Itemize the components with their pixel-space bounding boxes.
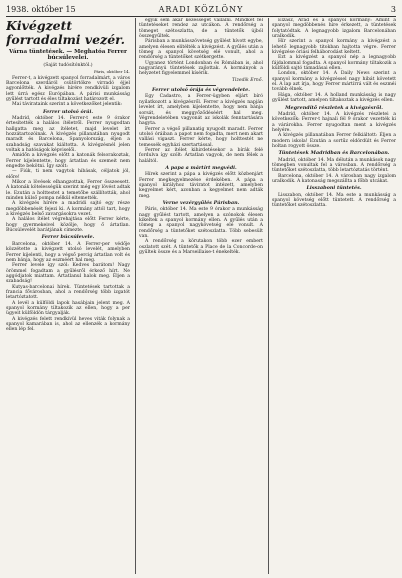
article-paragraph: A kivégzés hírére a madridi sajtó egy része megdöbbenését fejezi ki. A kormány attól tart, hogy a kivégzés belső zavargásokra vezet. (6, 201, 130, 218)
article-paragraph: London, október 14. A Daily News szerint a spanyol kormány a kivégzéssel nagy hibát követett el. A lap azt írja, hogy Ferrer mártírrá vált és eszméi tovább élnek. (272, 71, 396, 93)
issue-date: 1938. október 15 (6, 5, 76, 14)
column-divider (268, 18, 269, 574)
article-paragraph: Mai távirataink szerint a következőket jelentik: (12, 102, 122, 108)
article-paragraph: Ferrer a végső pillanatig nyugodt maradt. Ferrer utolsó óráiban a papot nem fogadta, mert nem akart vallási vigaszt. Ferrer kérte, hogy holttestét ne temessék egyházi szertartással. (139, 126, 263, 148)
page-number: 3 (390, 5, 396, 14)
column-1 (6, 18, 130, 576)
article-paragraph: Ferrer levele így szól: Kedves barátom! Nagy örömmel fogadtam a gyűlésről érkező hírt. Ne aggódjatok miattam. Ártatlanul halok meg. Éljen a szabadság! (6, 263, 130, 285)
masthead (6, 4, 396, 17)
byline: (Saját tudósítónktól.) (43, 62, 93, 68)
article-paragraph: Kutyas-barcelonai hírek. Tüntetések tartottak a francia fővárosban, ahol a rendőrség több izgatót letartóztatott. (6, 284, 130, 301)
subheadline: búcsúlevelei. (47, 55, 89, 62)
section-heading: Tüntetések Madridban és Barcelonában. (278, 150, 390, 157)
column-divider (135, 18, 136, 574)
article-paragraph: Ferrer-t, a kivégzett spanyol forradalmárt, a város Barcelona szerdáról csütörtökre virradó éjjel agyonlőtték. A kivégzés hírére rendkívüli izgalom lett úrrá egész Európában. A párisi munkásság gyűlést tartott és éles tiltakozást határozott el. (6, 75, 130, 102)
column-3 (272, 18, 396, 576)
article-paragraph: Ugyanez történt Londonban és Rómában is, ahol nagyarányú tüntetések zajlottak. A kormányok a helyzetet figyelemmel kísérik. (139, 60, 263, 77)
article-paragraph: — Fiúk, ti nem vagytok hibásak, céljatok jól, előre! (6, 169, 130, 180)
separator (186, 85, 216, 86)
article-paragraph: Ferrer az ítélet kihirdetésekor a bírák felé fordulva így szólt: Ártatlan vagyok, de nem félek a haláltól. (139, 147, 263, 164)
article-paragraph: A kivégzés pillanatában Ferrer felkiáltott: Éljen a modern iskola! Ezután a sortűz eldördült és Ferrer holtan rogyott össze. (272, 133, 396, 149)
article-paragraph: Hírek szerint a pápa a kivégzés előtt közbenjárt Ferrer megkegyelmezése érdekében. A pápa a spanyol királyhoz táviratot intézett, amelyben kegyelmet kért, azonban a kegyelmet nem adták meg. (139, 172, 263, 199)
article-paragraph: Párisban a munkásszövetség gyűlést hívott egybe, amelyen élesen elítélték a kivégzést. A gyűlés után a tömeg a spanyol követség elé vonult, ahol a rendőrség a tüntetőket szétkergette. (139, 39, 263, 61)
article-paragraph: A levél a külföldi lapok hasábjain jelent meg. A spanyol kormány tiltakozik az ellen, hogy a per ügyeit külföldön tárgyalják. (6, 300, 130, 317)
section-heading: Ferrer búcsúlevele. (41, 234, 95, 241)
dateline: Páris, október 14. (93, 69, 130, 75)
column-2 (139, 18, 263, 576)
section-heading: Verne vezérgyűlés Párisban. (162, 200, 240, 206)
article-paragraph: A rendőrség a körutakon több ezer embert oszlatott szét. A tüntetők a Place de la Concorde-on gyűltek össze és a Marseillaise-t énekelték. (139, 239, 263, 256)
article-paragraph: Amidőn a kivégzés előtt a katonák felsorakoztak, Ferrer kijelentette, hogy ártatlan és szemeit nem engedte bekötni. Így szólt: (6, 153, 130, 169)
article-paragraph: Hága, október 14. A holland munkásság is nagy gyűlést tartott, amelyen tiltakoztak a kivégzés ellen. (272, 92, 396, 104)
section-heading: Lisszaboni tüntetés. (306, 185, 362, 192)
article-paragraph: A halálos ítélet végrehajtása előtt Ferrer kérte, hogy gyermekeivel közölje, hogy ő ártatlan. Búcsúlevelét barátjának címezte. (6, 217, 130, 234)
article-paragraph: A kivégzés felett rendkívül heves viták folynak a spanyol kamarában is, ahol az ellenzék a kormány ellen lép fel. (6, 316, 130, 333)
subheadline: Várna tüntetések. — Meghatóa Ferrer (9, 49, 127, 55)
article-paragraph: Ezt a kivégzést a spanyol nép a legnagyobb fájdalommal fogadta. A spanyol kormány tiltakozik a külföldi sajtó támadásai ellen. (272, 55, 396, 72)
article-paragraph: Egy Cadastro, a Ferrer-ügyben eljárt bíró nyilatkozott a kivégzésről. Ferrer a kivégzés napján levelet írt, amelyben kijelentette, hogy nem bánja sorsát, és meggyőződéséért hal meg. Végrendeletében vagyonát az iskolák fenntartására hagyta. (139, 94, 263, 127)
article-paragraph: Madrid, október 14. Ma délután a munkások nagy tömegben vonultak fel a városban. A rendőrség a tüntetőket szétoszlatta, több letartóztatás történt. (272, 157, 396, 174)
article-paragraph: Madrid, október 14. Ferrer-t este 9 órakor értesítették a halálos ítéletről. Ferrer nyugodtan hallgatta meg az ítéletet, majd levelet írt hozzátartozóinak. A kivégzés pillanatában nyugodt maradt és Barcelona, Spanyolország, éljen a szabadság szavakat kiáltotta. A kivégzésnél jelen voltak a hatóságok képviselői. (6, 115, 130, 153)
article-paragraph: Páris, október 14. Ma este 9 órakor a munkásság nagy gyűlést tartott, amelyen a szónokok élesen kikeltek a spanyol kormány ellen. A gyűlés után a tömeg a spanyol nagykövetség elé vonult. A rendőrség a tüntetőket szétoszlatta. Több sebesült van. (139, 207, 263, 240)
section-heading: Ferrer utolsó órája és végrendelete. (152, 87, 250, 94)
article-paragraph: Barcelona, október 14. A Ferrer-per védője közzétette a kivégzett utolsó levelét, amelyben Ferrer kijelenti, hogy a végső percig ártatlan volt és nem bánja, hogy az eszméért hal meg. (6, 241, 130, 263)
section-heading: A papa a mártírt megvédi. (165, 164, 237, 171)
section-heading: Ferrer utolsó órái. (42, 108, 94, 115)
article-paragraph: Madrid, október 14. A kivégzés részletei a következők: Ferrer-t hajnali fél 9 órakor vezették ki a várárokba. Ferrer nyugodtan ment a kivégzés helyére. (272, 111, 396, 133)
main-headline: Kivégzett forradalmi vezér. (6, 18, 125, 47)
section-heading: Megrendítő részletek a kivégzésről. (285, 104, 383, 111)
article-paragraph: Barcelona, október 14. A városban nagy izgalom uralkodik. A katonaság megszállta a főbb utcákat. (272, 173, 396, 184)
author-signature: Tizedik Ernő. (231, 77, 263, 83)
newspaper-title: ARADI KÖZLÖNY (158, 5, 244, 14)
article-paragraph: Mikor a lövések elhangzottak, Ferrer összeesett. A katonák kötelességük szerint még egy lövést adtak le. Ezután a holttestet a temetőbe szállították, ahol minden külső pompa nélkül eltemették. (6, 180, 130, 202)
article-paragraph: Lisszabon, október 14. Ma este a munkásság a spanyol követség előtt tüntetett. A rendőrség a tüntetőket szétoszlatta. (272, 192, 396, 209)
article-paragraph: egyik sem akar kezességet vállalni. Mindkét fél tüntetéseket rendez az utcákon. A rendőrség a tömeget szétoszlatta, de a tüntetők újból összegyűltek. (139, 18, 263, 40)
article-paragraph: Elzász, Arad és a spanyol kormány: Amint a spanyol megdöbbenés híre érkezett, a tüntetések folytatódtak. A legnagyobb izgalom Barcelonában uralkodik. (272, 18, 396, 40)
article-paragraph: Hír szerint a spanyol kormány a kivégzést a lehető legnagyobb titokban hajtotta végre. Ferrer kivégzése óriási felháborodást keltett. (272, 39, 396, 56)
